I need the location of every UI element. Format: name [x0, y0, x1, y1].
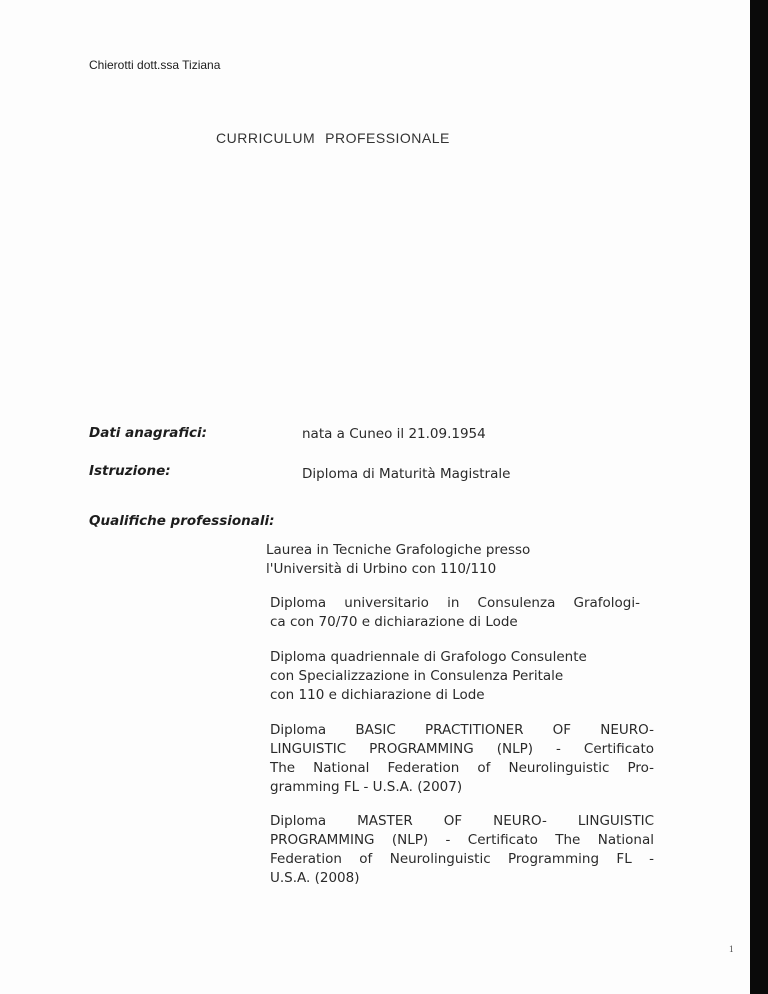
qualification-line: Federation of Neurolinguistic Programming FL - — [270, 851, 654, 867]
qualification-line: l'Università di Urbino con 110/110 — [266, 561, 497, 577]
page-number: 1 — [729, 944, 734, 954]
qualification-line: Diploma BASIC PRACTITIONER OF NEURO- — [270, 722, 654, 738]
dati-anagrafici-label: Dati anagrafici: — [89, 425, 208, 441]
qualification-item — [266, 541, 566, 579]
qualification-line: Diploma universitario in Consulenza Grafologi- — [270, 595, 640, 611]
qualification-line: con 110 e dichiarazione di Lode — [270, 687, 485, 703]
qualification-item — [270, 721, 654, 797]
qualification-line: Laurea in Tecniche Grafologiche presso — [266, 542, 531, 558]
title-word-professionale: PROFESSIONALE — [325, 130, 450, 146]
qualification-line: The National Federation of Neurolinguistic Pro- — [270, 760, 654, 776]
qualification-line: Diploma MASTER OF NEURO- LINGUISTIC — [270, 813, 654, 829]
qualification-line: gramming FL - U.S.A. (2007) — [270, 779, 463, 795]
qualification-line: PROGRAMMING (NLP) - Certificato The National — [270, 832, 654, 848]
qualification-line: Diploma quadriennale di Grafologo Consulente — [270, 649, 587, 665]
qualification-line: U.S.A. (2008) — [270, 870, 360, 886]
istruzione-value: Diploma di Maturità Magistrale — [302, 466, 511, 482]
document-title — [216, 130, 450, 146]
qualification-item — [270, 648, 654, 705]
scan-border — [750, 0, 768, 994]
istruzione-label: Istruzione: — [89, 463, 171, 479]
qualification-line: LINGUISTIC PROGRAMMING (NLP) - Certificato — [270, 741, 654, 757]
qualifiche-label: Qualifiche professionali: — [89, 513, 275, 529]
qualification-item — [270, 812, 654, 888]
dati-anagrafici-value: nata a Cuneo il 21.09.1954 — [302, 426, 486, 442]
qualification-line: con Specializzazione in Consulenza Peritale — [270, 668, 564, 684]
qualification-line: ca con 70/70 e dichiarazione di Lode — [270, 614, 518, 630]
author-name: Chierotti dott.ssa Tiziana — [89, 58, 221, 72]
title-word-curriculum: CURRICULUM — [216, 130, 316, 146]
qualification-item — [270, 594, 640, 632]
